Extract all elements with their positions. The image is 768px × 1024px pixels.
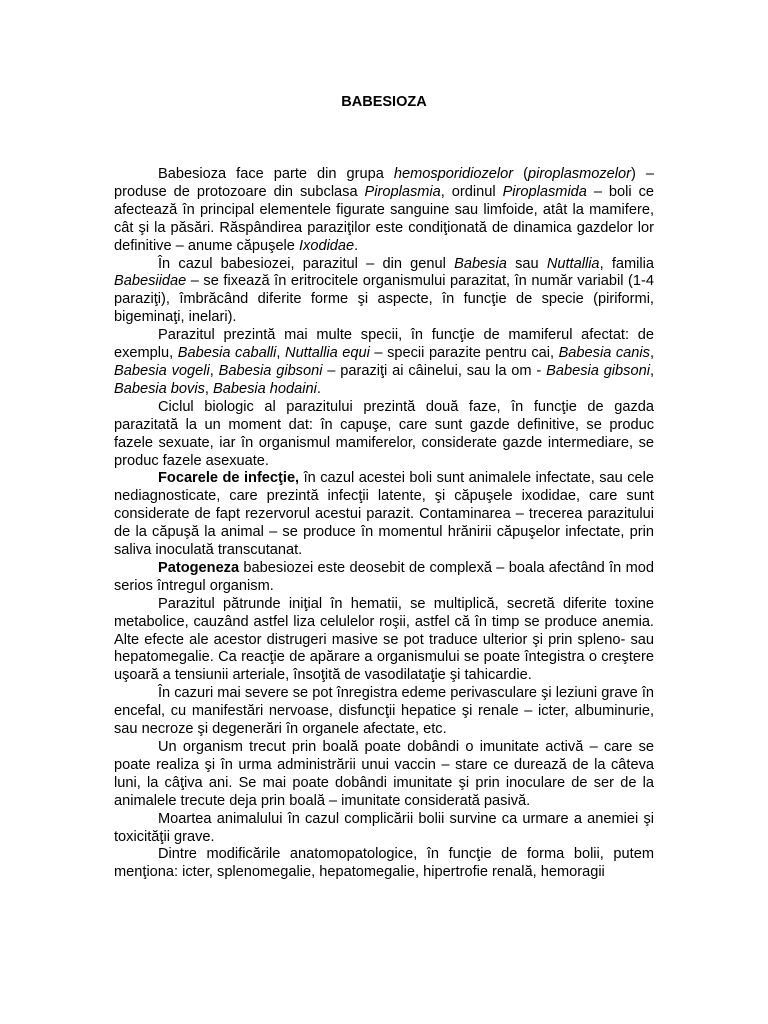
text-run: În cazuri mai severe se pot înregistra edeme perivasculare şi leziuni grave în encefal, cu manifestări nervoase, disfuncţii hepatice şi renale – icter, albuminurie, sau necroze şi degenerări în organele afectate, etc. [114,685,654,738]
italic-text: Ixodidae [298,237,355,254]
text-run: , [649,362,654,379]
text-run: Ciclul biologic al parazitului prezintă două faze, în funcţie de gazda parazitată la un moment dat: în capuşe, care sunt gazde definitive, se produc fazele sexuate, iar în organismul mamiferelor, considerate gazde intermediare, se produc fazele asexuate. [114,398,654,469]
paragraph [114,685,654,739]
paragraph [114,560,654,596]
italic-text: Piroplasmida [502,183,587,200]
text-run: Parazitul prezintă mai multe specii, în funcţie de mamiferul afectat: de exemplu, [114,327,654,362]
italic-text: Nuttallia [546,255,600,272]
text-run: Parazitul pătrunde iniţial în hematii, se multiplică, secretă diferite toxine metabolice, cauzând astfel liza celulelor roşii, astfel că în timp se produce anemia. Alte efecte ale acestor distrugeri masive se pot traduce ulterior şi prin spleno- sau hepatomegalie. Ca reacţie de apărare a organismului se poate întegistra o creştere uşoară a tensiunii arteriale, însoţită de vasodilataţie şi tahicardie. [114,595,654,684]
italic-text: Babesia canis [558,345,650,362]
paragraph [114,739,654,811]
text-run: Babesioza face parte din grupa [158,166,394,182]
paragraph [114,811,654,847]
text-run: Dintre modificările anatomopatologice, în funcţie de forma bolii, putem menţiona: icter, splenomegalie, hepatomegalie, hipertrofie renală, hemoragii [114,846,654,881]
text-run: , [204,380,213,397]
text-run: În cazul babesiozei, parazitul – din genul [158,255,455,272]
italic-text: Babesia hodaini [212,380,317,397]
italic-text: Babesia vogeli [114,362,210,379]
bold-text: Focarele de infecţie, [158,470,300,487]
text-run: . [316,380,321,397]
text-run: Moartea animalului în cazul complicării bolii survine ca urmare a anemiei şi toxicităţii grave. [114,810,654,845]
text-run: , [649,345,654,362]
text-run: Un organism trecut prin boală poate dobândi o imunitate activă – care se poate realiza şi în urma administrării unui vaccin – stare ce durează de la câteva luni, la câţiva ani. Se mai poate dobândi imunitate şi prin inoculare de ser de la animalele trecute deja prin boală – imunitate considerată pasivă. [114,739,654,809]
text-run: babesiozei este deosebit de complexă – boala afectând în mod serios întregul organism. [114,559,654,594]
document-title: BABESIOZA [341,94,427,110]
text-run: – se fixează în eritrocitele organismului parazitat, în număr variabil (1-4 paraziţi), îmbrăcând diferite forme şi aspecte, în funcţie de specie (piriformi, bigeminaţi, inelari). [114,273,654,326]
text-run: în cazul acestei boli sunt animalele infectate, sau cele nediagnosticate, care prezintă infecţii latente, şi căpuşele ixodidae, care sunt considerate de fapt rezervorul acestui parazit. Contaminarea – trecerea parazitului de la căpuşă la animal – se produce în momentul hrănirii căpuşelor infectate, prin saliva inoculată transcutanat. [114,470,654,559]
italic-text: Nuttallia equi [285,345,370,362]
text-run: – specii parazite pentru cai, [369,345,559,362]
text-run: sau [506,255,547,272]
text-run: , [276,345,286,362]
italic-text: Babesia [454,255,507,272]
italic-text: Babesiidae [114,273,187,290]
text-run: – boli ce afectează în principal elementele figurate sanguine sau limfoide, atât la mamifere, cât şi la păsări. Răspândirea paraziţilor este condiţionată de dinamica gazdelor lor definitive – anume căpuşele [114,183,654,254]
paragraph [114,846,654,882]
text-run: ( [513,166,528,182]
text-run: , familia [599,255,655,272]
bold-text: Patogeneza [158,559,240,576]
text-run: ) – produse de protozoare din subclasa [114,166,655,200]
document-body [114,166,654,882]
italic-text: piroplasmozelor [528,166,632,182]
italic-text: Piroplasmia [364,183,441,200]
text-run: – paraziţi ai câinelui, sau la om - [322,362,547,379]
text-run: , ordinul [440,183,503,200]
italic-text: Babesia caballi [177,345,277,362]
italic-text: Babesia gibsoni [218,362,323,379]
paragraph [114,399,654,471]
paragraph [114,166,654,256]
italic-text: hemosporidiozelor [393,166,514,182]
italic-text: Babesia gibsoni [546,362,650,379]
paragraph [114,596,654,686]
italic-text: Babesia bovis [114,380,205,397]
text-run: . [354,237,359,254]
paragraph [114,327,654,399]
paragraph [114,256,654,328]
text-run: , [209,362,219,379]
paragraph [114,470,654,560]
